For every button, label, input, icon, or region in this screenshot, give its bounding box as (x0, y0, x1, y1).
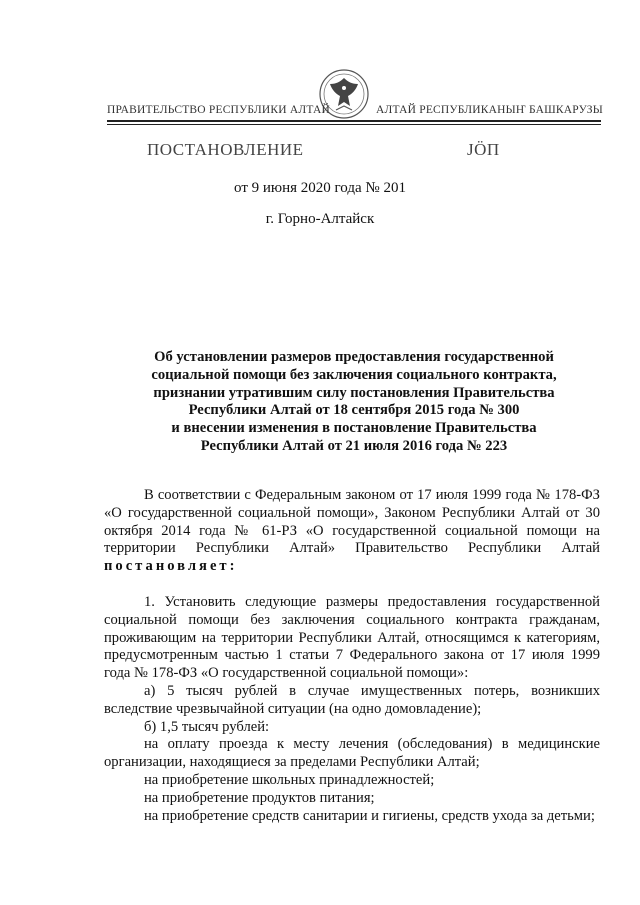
item-1: 1. Установить следующие размеры предоставления государственной социальной помощи без заключения социального контракта гражданам, проживающим на территории Республики Алтай, относящимся к категориям, предусмотренным частью 1 статьи 7 Федерального закона от 17 июля 1999 года № 178-ФЗ «О государственной социальной помощи»: (104, 593, 600, 682)
header-rule (107, 120, 601, 122)
item-b-travel: на оплату проезда к месту лечения (обследования) в медицинские организации, находящиеся за пределами Республики Алтай; (104, 736, 600, 771)
title-line: Об установлении размеров предоставления государственной (154, 349, 554, 365)
header-rule-thin (107, 124, 601, 125)
document-body (104, 487, 600, 825)
preamble-paragraph (104, 487, 600, 576)
title-line: Республики Алтай от 18 сентября 2015 года № 300 (188, 402, 520, 419)
title-line: социальной помощи без заключения социального контракта, (151, 366, 557, 383)
decree-word: постановляет: (104, 558, 238, 575)
document-title (107, 349, 601, 456)
document-city: г. Горно-Алтайск (265, 211, 375, 227)
title-line: Республики Алтай от 21 июля 2016 года № 223 (200, 437, 508, 454)
doc-type-russian: ПОСТАНОВЛЕНИЕ (147, 140, 304, 159)
item-b-food: на приобретение продуктов питания; (144, 789, 375, 806)
title-line: и внесении изменения в постановление Правительства (171, 420, 537, 437)
paragraph-gap (104, 576, 600, 594)
title-line: признании утратившим силу постановления Правительства (153, 384, 555, 401)
item-b-school: на приобретение школьных принадлежностей; (144, 771, 435, 788)
government-name-russian: ПРАВИТЕЛЬСТВО РЕСПУБЛИКИ АЛТАЙ (107, 104, 331, 116)
document-date-number: от 9 июня 2020 года № 201 (234, 180, 406, 196)
government-name-altai: АЛТАЙ РЕСПУБЛИКАНЫҤ БАШКАРУЗЫ (376, 104, 603, 116)
item-b: б) 1,5 тысяч рублей: (144, 718, 270, 735)
item-a: а) 5 тысяч рублей в случае имущественных потерь, возникших вследствие чрезвычайной ситуации (на одно домовладение); (104, 682, 600, 717)
doc-type-altai: ЈÖП (467, 140, 500, 159)
item-b-hygiene: на приобретение средств санитарии и гигиены, средств ухода за детьми; (144, 807, 595, 824)
preamble-text: В соответствии с Федеральным законом от 17 июля 1999 года № 178-ФЗ «О государственной социальной помощи», Законом Республики Алтай от 30 октября 2014 года № 61-РЗ «О государственной социальной помощи на территории Республики Алтай» Правительство Республики Алтай (104, 487, 600, 557)
